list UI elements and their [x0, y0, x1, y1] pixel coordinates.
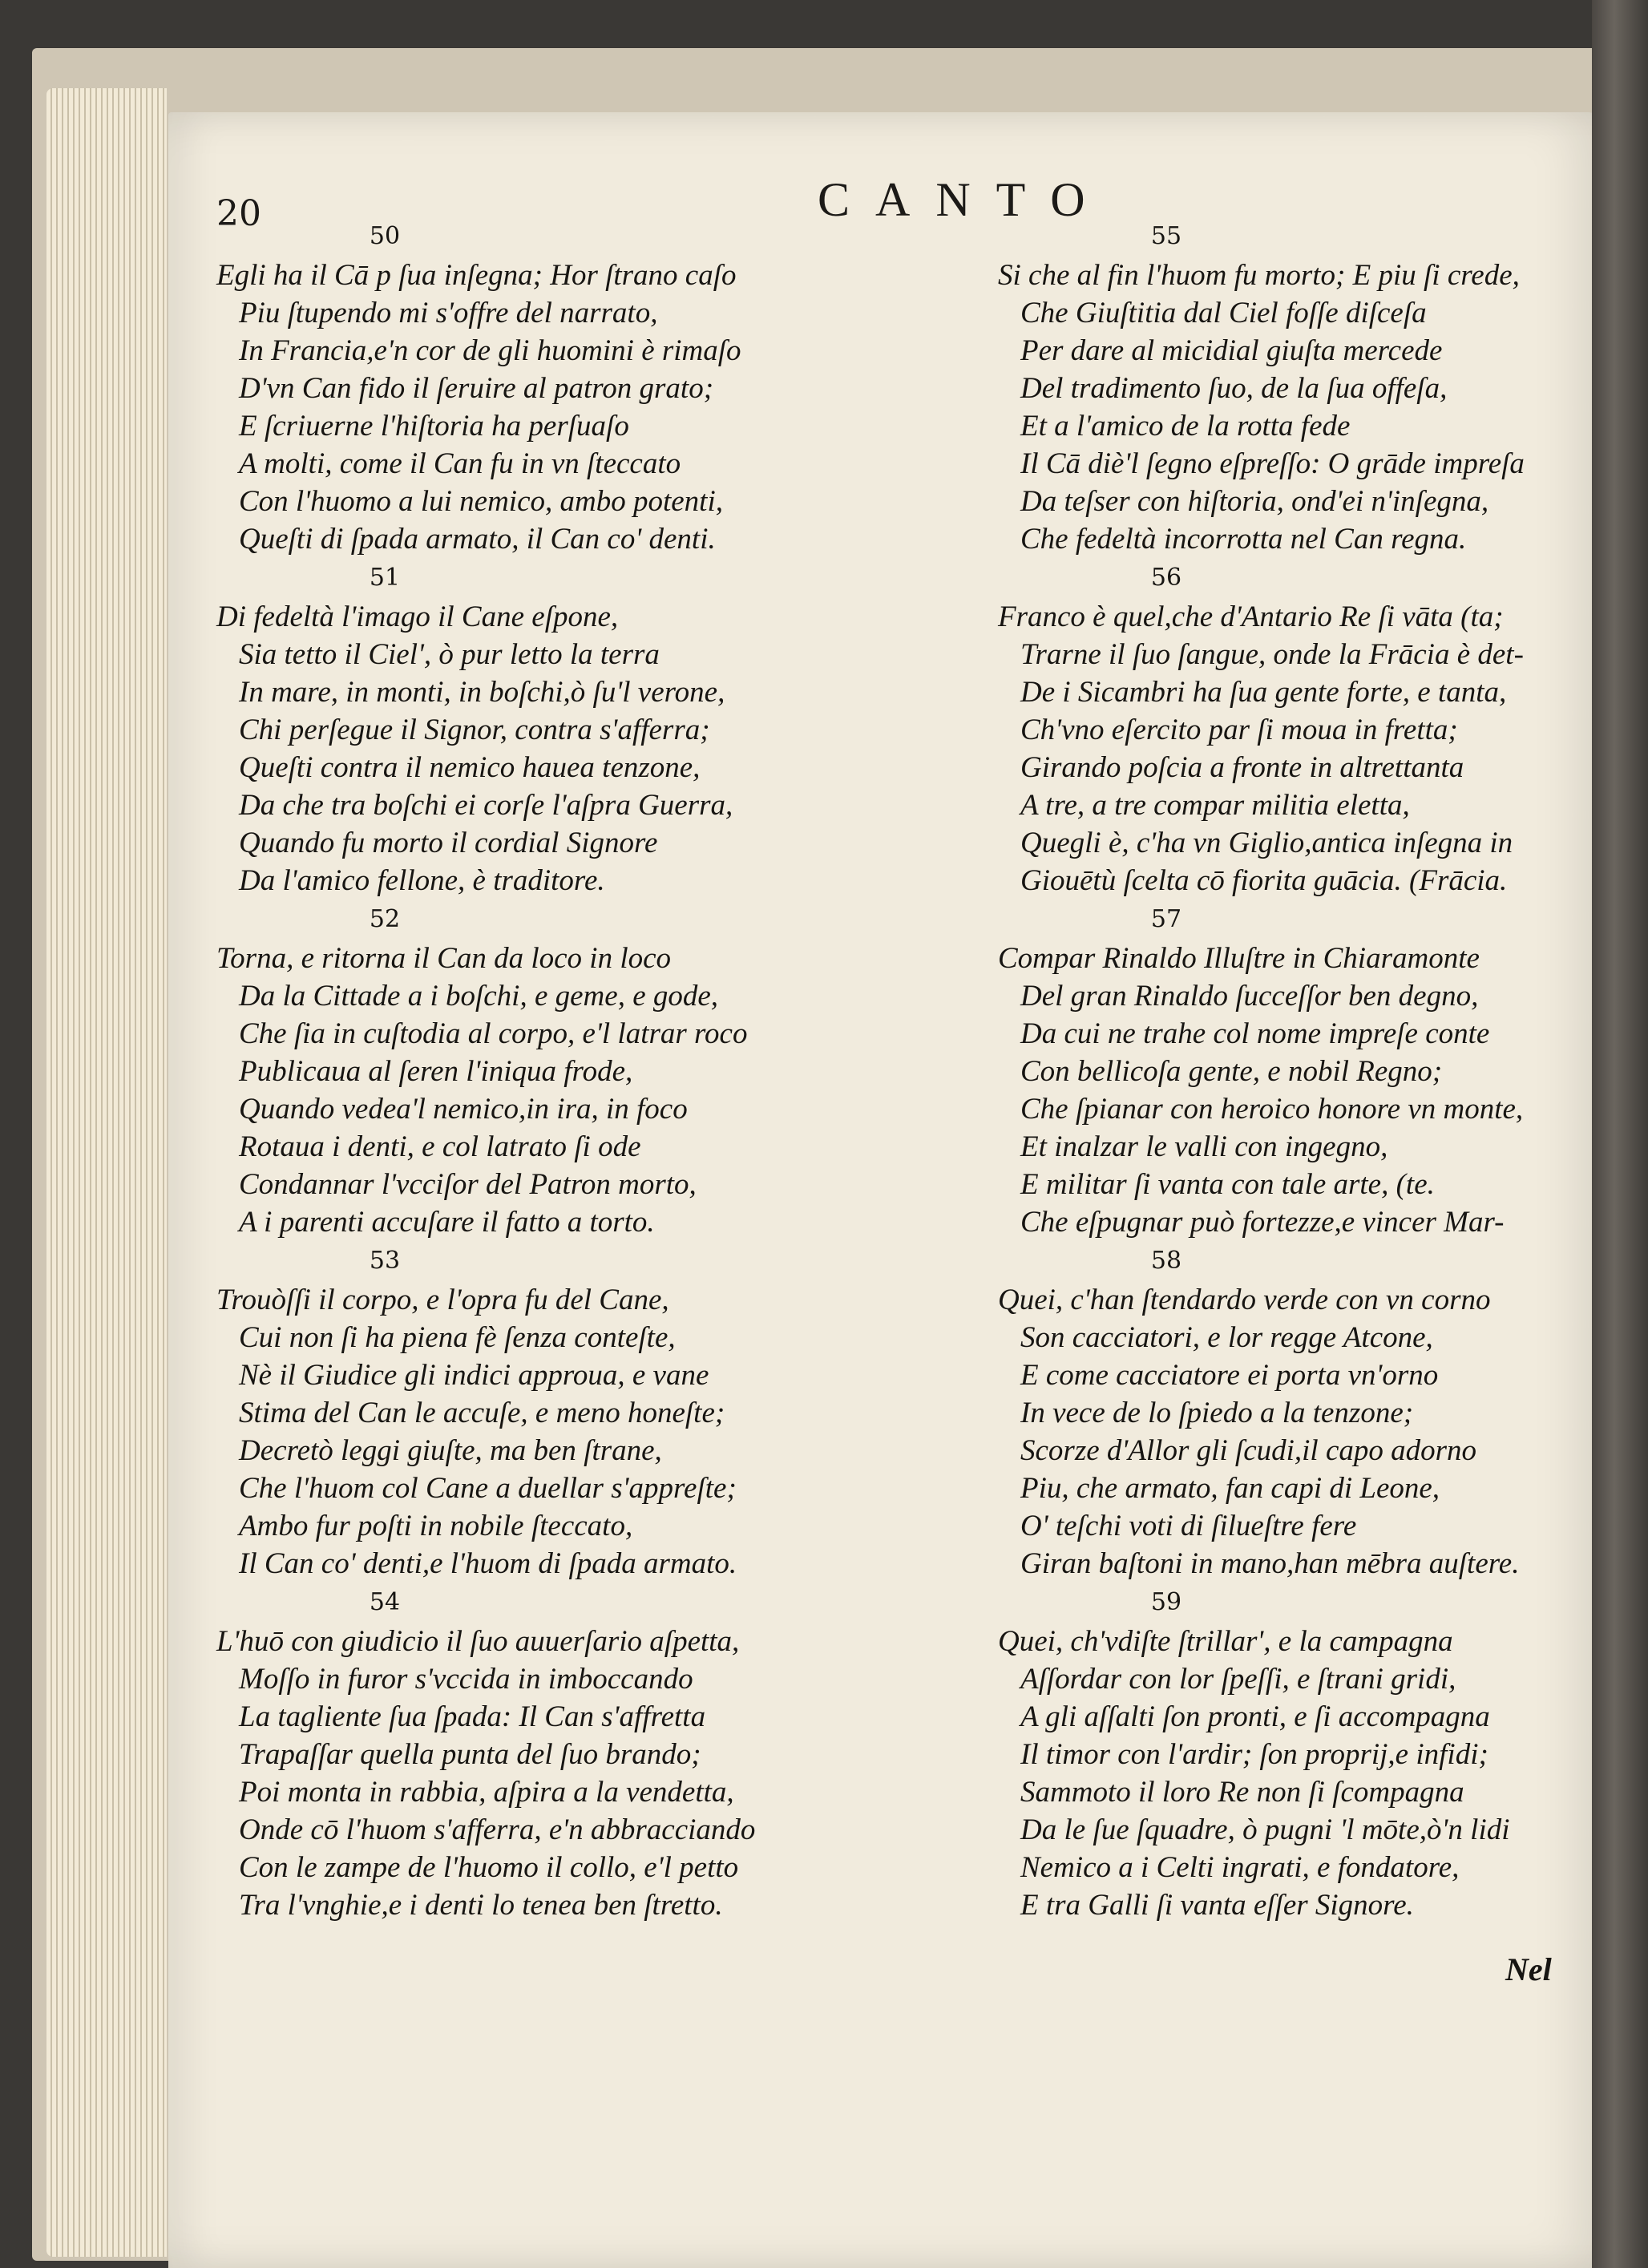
- stanza-number: 56: [1150, 564, 1182, 592]
- stanza-number: 57: [1150, 905, 1182, 933]
- verse-line: Stima del Can le accuſe, e meno honeſte;: [239, 1397, 725, 1429]
- verse-line: Nemico a i Celti ingrati, e fondatore,: [1020, 1851, 1460, 1884]
- verse-line: L'huō con giudicio il ſuo auuerſario aſpetta,: [216, 1625, 740, 1658]
- stanza-number: 59: [1150, 1588, 1182, 1616]
- running-title: CANTO: [818, 173, 1111, 226]
- verse-line: Da teſser con hiſtoria, ond'ei n'inſegna,: [1020, 485, 1489, 518]
- verse-line: O' teſchi voti di ſilueſtre fere: [1020, 1510, 1357, 1542]
- verse-line: Rotaua i denti, e col latrato ſi ode: [239, 1130, 641, 1163]
- verse-line: Piu ſtupendo mi s'offre del narrato,: [239, 297, 658, 329]
- catchword: Nel: [1505, 1951, 1552, 1987]
- verse-line: Trarne il ſuo ſangue, onde la Frācia è det-: [1020, 638, 1524, 671]
- verse-line: Giran baſtoni in mano,han mēbra auſtere.: [1020, 1547, 1520, 1580]
- verse-line: Il Can co' denti,e l'huom di ſpada armato.: [239, 1547, 737, 1580]
- verse-line: Da le ſue ſquadre, ò pugni 'l mōte,ò'n lidi: [1020, 1813, 1510, 1846]
- verse-line: Torna, e ritorna il Can da loco in loco: [216, 942, 672, 975]
- verse-line: Piu, che armato, fan capi di Leone,: [1020, 1472, 1440, 1505]
- verse-line: Che l'huom col Cane a duellar s'appreſte;: [239, 1472, 737, 1505]
- verse-line: Tra l'vnghie,e i denti lo tenea ben ſtretto.: [239, 1889, 723, 1922]
- verse-line: E militar ſi vanta con tale arte, (te.: [1020, 1168, 1435, 1201]
- verse-line: Poi monta in rabbia, aſpira a la vendetta,: [239, 1776, 734, 1809]
- verse-line: Che ſia in cuſtodia al corpo, e'l latrar roco: [239, 1017, 748, 1050]
- verse-line: Quando fu morto il cordial Signore: [239, 827, 658, 859]
- stanza: [998, 1583, 1607, 1924]
- left-column: [216, 216, 826, 1924]
- page-edges: [46, 88, 167, 2257]
- verse-line: Con bellicoſa gente, e nobil Regno;: [1020, 1055, 1443, 1088]
- stanza-number: 50: [369, 222, 401, 250]
- verse-line: Publicaua al ſeren l'iniqua frode,: [239, 1055, 633, 1088]
- stanza: [998, 558, 1607, 900]
- stanza: [998, 216, 1607, 558]
- verse-line: De i Sicambri ha ſua gente forte, e tanta,: [1020, 676, 1507, 709]
- verse-line: Condannar l'vcciſor del Patron morto,: [239, 1168, 697, 1201]
- verse-line: Il Cā diè'l ſegno eſpreſſo: O grāde impreſa: [1020, 447, 1525, 480]
- verse-line: Onde cō l'huom s'afferra, e'n abbracciando: [239, 1813, 756, 1846]
- verse-line: Queſti contra il nemico hauea tenzone,: [239, 751, 701, 784]
- verse-line: Trouòſſi il corpo, e l'opra fu del Cane,: [216, 1284, 669, 1316]
- verse-line: Son cacciatori, e lor regge Atcone,: [1020, 1321, 1433, 1354]
- verse-line: Aſſordar con lor ſpeſſi, e ſtrani gridi,: [1020, 1663, 1456, 1696]
- verse-line: Per dare al micidial giuſta mercede: [1020, 334, 1443, 367]
- verse-line: Queſti di ſpada armato, il Can co' denti.: [239, 523, 716, 556]
- verse-line: In mare, in monti, in boſchi,ò ſu'l verone,: [239, 676, 725, 709]
- verse-line: In vece de lo ſpiedo a la tenzone;: [1020, 1397, 1414, 1429]
- verse-line: Sia tetto il Ciel', ò pur letto la terra: [239, 638, 660, 671]
- verse-line: Con le zampe de l'huomo il collo, e'l petto: [239, 1851, 739, 1884]
- verse-line: Scorze d'Allor gli ſcudi,il capo adorno: [1020, 1434, 1477, 1467]
- verse-line: A molti, come il Can fu in vn ſteccato: [239, 447, 681, 480]
- stanza-number: 58: [1150, 1247, 1182, 1275]
- verse-line: Compar Rinaldo Illuſtre in Chiaramonte: [998, 942, 1480, 975]
- verse-line: Quei, c'han ſtendardo verde con vn corno: [998, 1284, 1491, 1316]
- verse-line: Che eſpugnar può fortezze,e vincer Mar-: [1020, 1206, 1505, 1239]
- verse-line: Con l'huomo a lui nemico, ambo potenti,: [239, 485, 723, 518]
- verse-line: Egli ha il Cā p ſua inſegna; Hor ſtrano caſo: [216, 259, 737, 292]
- right-column: [998, 216, 1607, 1924]
- verse-line: Et inalzar le valli con ingegno,: [1020, 1130, 1388, 1163]
- verse-line: Giouētù ſcelta cō fiorita guācia. (Frācia.: [1020, 864, 1508, 897]
- verse-line: Moſſo in furor s'vccida in imboccando: [239, 1663, 693, 1696]
- verse-line: Nè il Giudice gli indici approua, e vane: [239, 1359, 709, 1392]
- verse-line: Franco è quel,che d'Antario Re ſi vāta (ta;: [998, 600, 1504, 633]
- stanza-number: 53: [369, 1247, 401, 1275]
- stanza-number: 51: [369, 564, 401, 592]
- verse-line: E come cacciatore ei porta vn'orno: [1020, 1359, 1439, 1392]
- verse-line: Et a l'amico de la rotta fede: [1020, 410, 1351, 443]
- verse-line: Trapaſſar quella punta del ſuo brando;: [239, 1738, 701, 1771]
- verse-line: Girando poſcia a fronte in altrettanta: [1020, 751, 1464, 784]
- verse-line: Sammoto il loro Re non ſi ſcompagna: [1020, 1776, 1464, 1809]
- verse-line: Da cui ne trahe col nome impreſe conte: [1020, 1017, 1490, 1050]
- verse-line: E tra Galli ſi vanta eſſer Signore.: [1020, 1889, 1414, 1922]
- page-number: 20: [216, 193, 261, 234]
- stanza: [216, 1583, 826, 1924]
- verse-line: A gli aſſalti ſon pronti, e ſi accompagna: [1020, 1700, 1490, 1733]
- verse-line: Ch'vno eſercito par ſi moua in fretta;: [1020, 714, 1458, 746]
- verse-line: D'vn Can fido il ſeruire al patron grato;: [239, 372, 714, 405]
- verse-line: Ambo fur poſti in nobile ſteccato,: [239, 1510, 633, 1542]
- verse-line: In Francia,e'n cor de gli huomini è rimaſo: [239, 334, 741, 367]
- verse-line: Da l'amico fellone, è traditore.: [239, 864, 605, 897]
- stanza: [216, 1241, 826, 1583]
- verse-line: La tagliente ſua ſpada: Il Can s'affretta: [239, 1700, 706, 1733]
- stanza: [998, 1241, 1607, 1583]
- verse-line: E ſcriuerne l'hiſtoria ha perſuaſo: [239, 410, 629, 443]
- verse-line: Quei, ch'vdiſte ſtrillar', e la campagna: [998, 1625, 1453, 1658]
- verse-line: Da che tra boſchi ei corſe l'aſpra Guerra,: [239, 789, 733, 822]
- verse-line: Del tradimento ſuo, de la ſua offeſa,: [1020, 372, 1448, 405]
- verse-line: Si che al fin l'huom fu morto; E piu ſi crede,: [998, 259, 1520, 292]
- stanza: [216, 900, 826, 1241]
- stanza: [216, 558, 826, 900]
- stanza-number: 52: [369, 905, 401, 933]
- verse-line: Del gran Rinaldo ſucceſſor ben degno,: [1020, 980, 1479, 1013]
- verse-line: Che Giuſtitia dal Ciel foſſe diſceſa: [1020, 297, 1427, 329]
- verse-line: Decretò leggi giuſte, ma ben ſtrane,: [239, 1434, 662, 1467]
- stanza: [998, 900, 1607, 1241]
- stanza: [216, 216, 826, 558]
- verse-line: Di fedeltà l'imago il Cane eſpone,: [216, 600, 619, 633]
- verse-line: Il timor con l'ardir; ſon proprij,e infidi;: [1020, 1738, 1488, 1771]
- verse-line: Che ſpianar con heroico honore vn monte,: [1020, 1093, 1524, 1126]
- verse-line: Quando vedea'l nemico,in ira, in foco: [239, 1093, 688, 1126]
- verse-line: Quegli è, c'ha vn Giglio,antica inſegna in: [1020, 827, 1513, 859]
- stanza-number: 55: [1150, 222, 1182, 250]
- verse-line: A i parenti accuſare il fatto a torto.: [239, 1206, 655, 1239]
- verse-line: Cui non ſi ha piena fè ſenza conteſte,: [239, 1321, 676, 1354]
- verse-line: Chi perſegue il Signor, contra s'afferra;: [239, 714, 710, 746]
- stanza-number: 54: [369, 1588, 401, 1616]
- verse-line: A tre, a tre compar militia eletta,: [1020, 789, 1410, 822]
- verse-line: Che fedeltà incorrotta nel Can regna.: [1020, 523, 1467, 556]
- verse-line: Da la Cittade a i boſchi, e geme, e gode,: [239, 980, 719, 1013]
